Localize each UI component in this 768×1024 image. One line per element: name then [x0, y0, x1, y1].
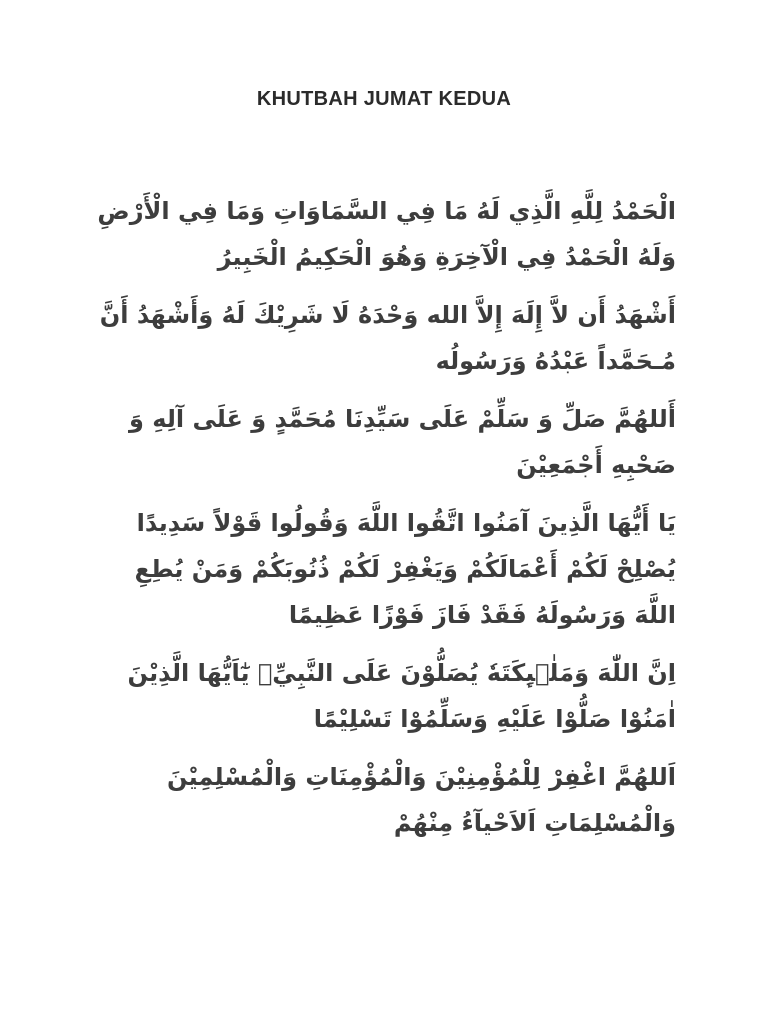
paragraph-shalawat: أَللهُمَّ صَلِّ وَ سَلِّمْ عَلَى سَيِّدِنَا مُحَمَّدٍ وَ عَلَى آلِهِ وَ صَحْبِهِ أَجْمَعِيْنَ	[129, 405, 676, 479]
paragraph-hamdalah: الْحَمْدُ لِلَّهِ الَّذِي لَهُ مَا فِي السَّمَاوَاتِ وَمَا فِي الْأَرْضِ وَلَهُ الْحَمْدُ فِي الْآخِرَةِ وَهُوَ الْحَكِيمُ الْخَبِيرُ	[97, 197, 676, 271]
paragraph-taqwa-verse: يَا أَيُّهَا الَّذِينَ آمَنُوا اتَّقُوا اللَّهَ وَقُولُوا قَوْلاً سَدِيدًا يُصْلِحْ لَكُمْ أَعْمَالَكُمْ وَيَغْفِرْ لَكُمْ ذُنُوبَكُمْ وَمَنْ يُطِعِ اللَّهَ وَرَسُولَهُ فَقَدْ فَازَ فَوْزًا عَظِيمًا	[134, 509, 676, 629]
document-title: KHUTBAH JUMAT KEDUA	[256, 88, 512, 110]
paragraph-doa: اَللهُمَّ اغْفِرْ لِلْمُؤْمِنِيْنَ وَالْمُؤْمِنَاتِ وَالْمُسْلِمِيْنَ وَالْمُسْلِمَاتِ اَلاَحْيآءُ مِنْهُمْ	[167, 763, 676, 837]
khutbah-text	[92, 188, 676, 858]
paragraph-shalawat-verse: اِنَّ اللّٰهَ وَمَلٰۤىِٕكَتَهٗ يُصَلُّوْنَ عَلَى النَّبِيِّۗ يٰٓاَيُّهَا الَّذِيْنَ اٰمَنُوْا صَلُّوْا عَلَيْهِ وَسَلِّمُوْا تَسْلِيْمًا	[127, 659, 676, 733]
paragraph-syahadat: أَشْهَدُ أَن لاَّ إِلَهَ إِلاَّ الله وَحْدَهُ لَا شَرِيْكَ لَهُ وَأَشْهَدُ أَنَّ مُـحَمَّداً عَبْدُهُ وَرَسُولُه	[99, 301, 676, 375]
